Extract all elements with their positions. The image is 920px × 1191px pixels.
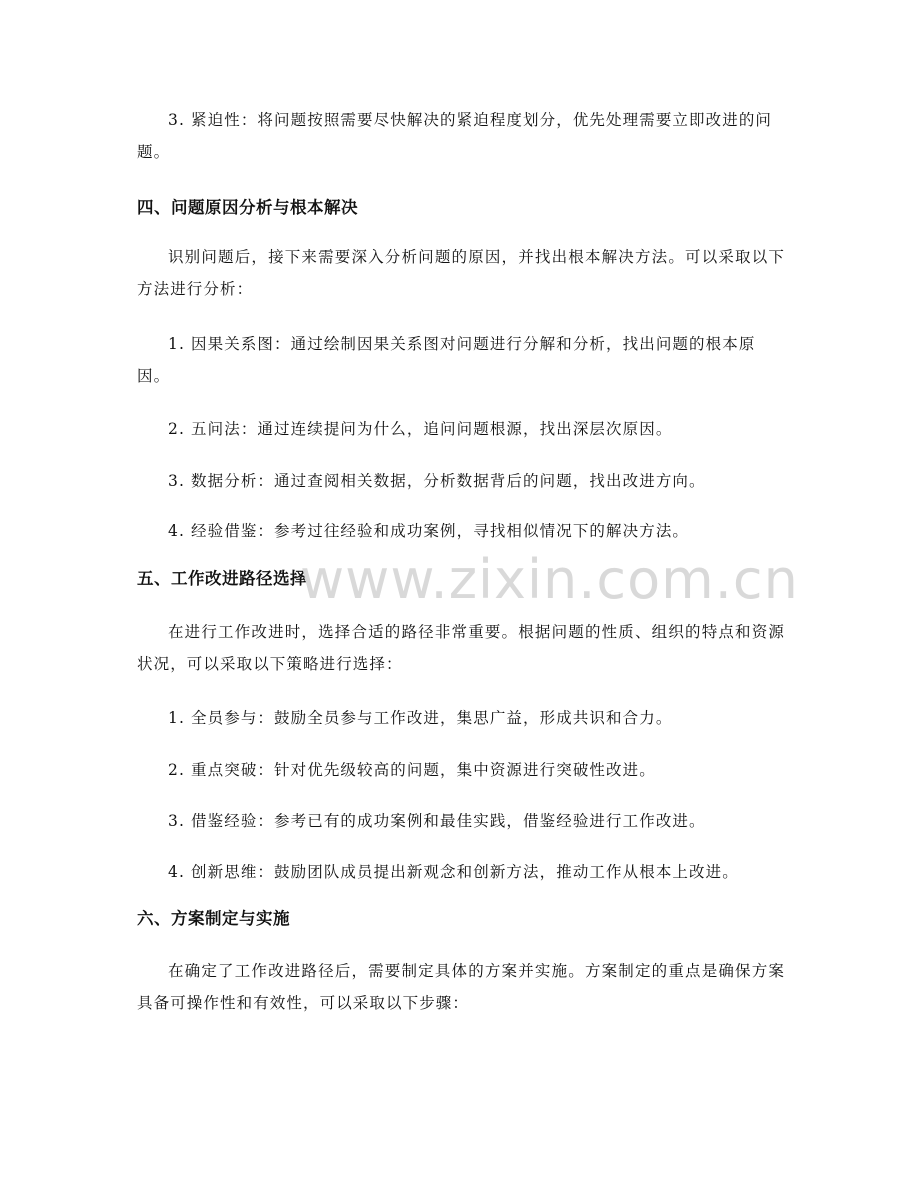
list-item-4-1: 1. 因果关系图：通过绘制因果关系图对问题进行分解和分析，找出问题的根本原因。	[137, 335, 756, 385]
list-item-4-3: 3. 数据分析：通过查阅相关数据，分析数据背后的问题，找出改进方向。	[168, 472, 706, 490]
watermark: www.zixin.com.cn	[300, 548, 799, 611]
paragraph-section-6-intro: 在确定了工作改进路径后，需要制定具体的方案并实施。方案制定的重点是确保方案具备可操作性和有效性，可以采取以下步骤：	[137, 962, 785, 1012]
list-item-urgency: 3. 紧迫性：将问题按照需要尽快解决的紧迫程度划分，优先处理需要立即改进的问题。	[137, 111, 773, 161]
section-heading-6: 六、方案制定与实施	[137, 909, 290, 928]
paragraph-section-4-intro: 识别问题后，接下来需要深入分析问题的原因，并找出根本解决方法。可以采取以下方法进行分析：	[137, 248, 785, 298]
list-item-4-2: 2. 五问法：通过连续提问为什么，追问问题根源，找出深层次原因。	[168, 420, 673, 438]
list-item-5-4: 4. 创新思维：鼓励团队成员提出新观念和创新方法，推动工作从根本上改进。	[168, 863, 739, 881]
list-item-5-3: 3. 借鉴经验：参考已有的成功案例和最佳实践，借鉴经验进行工作改进。	[168, 812, 706, 830]
section-heading-5: 五、工作改进路径选择	[137, 569, 307, 588]
paragraph-section-5-intro: 在进行工作改进时，选择合适的路径非常重要。根据问题的性质、组织的特点和资源状况，可以采取以下策略进行选择：	[137, 623, 785, 673]
list-item-5-1: 1. 全员参与：鼓励全员参与工作改进，集思广益，形成共识和合力。	[168, 709, 673, 727]
list-item-5-2: 2. 重点突破：针对优先级较高的问题，集中资源进行突破性改进。	[168, 761, 656, 779]
list-item-4-4: 4. 经验借鉴：参考过往经验和成功案例，寻找相似情况下的解决方法。	[168, 522, 690, 540]
section-heading-4: 四、问题原因分析与根本解决	[137, 198, 358, 217]
